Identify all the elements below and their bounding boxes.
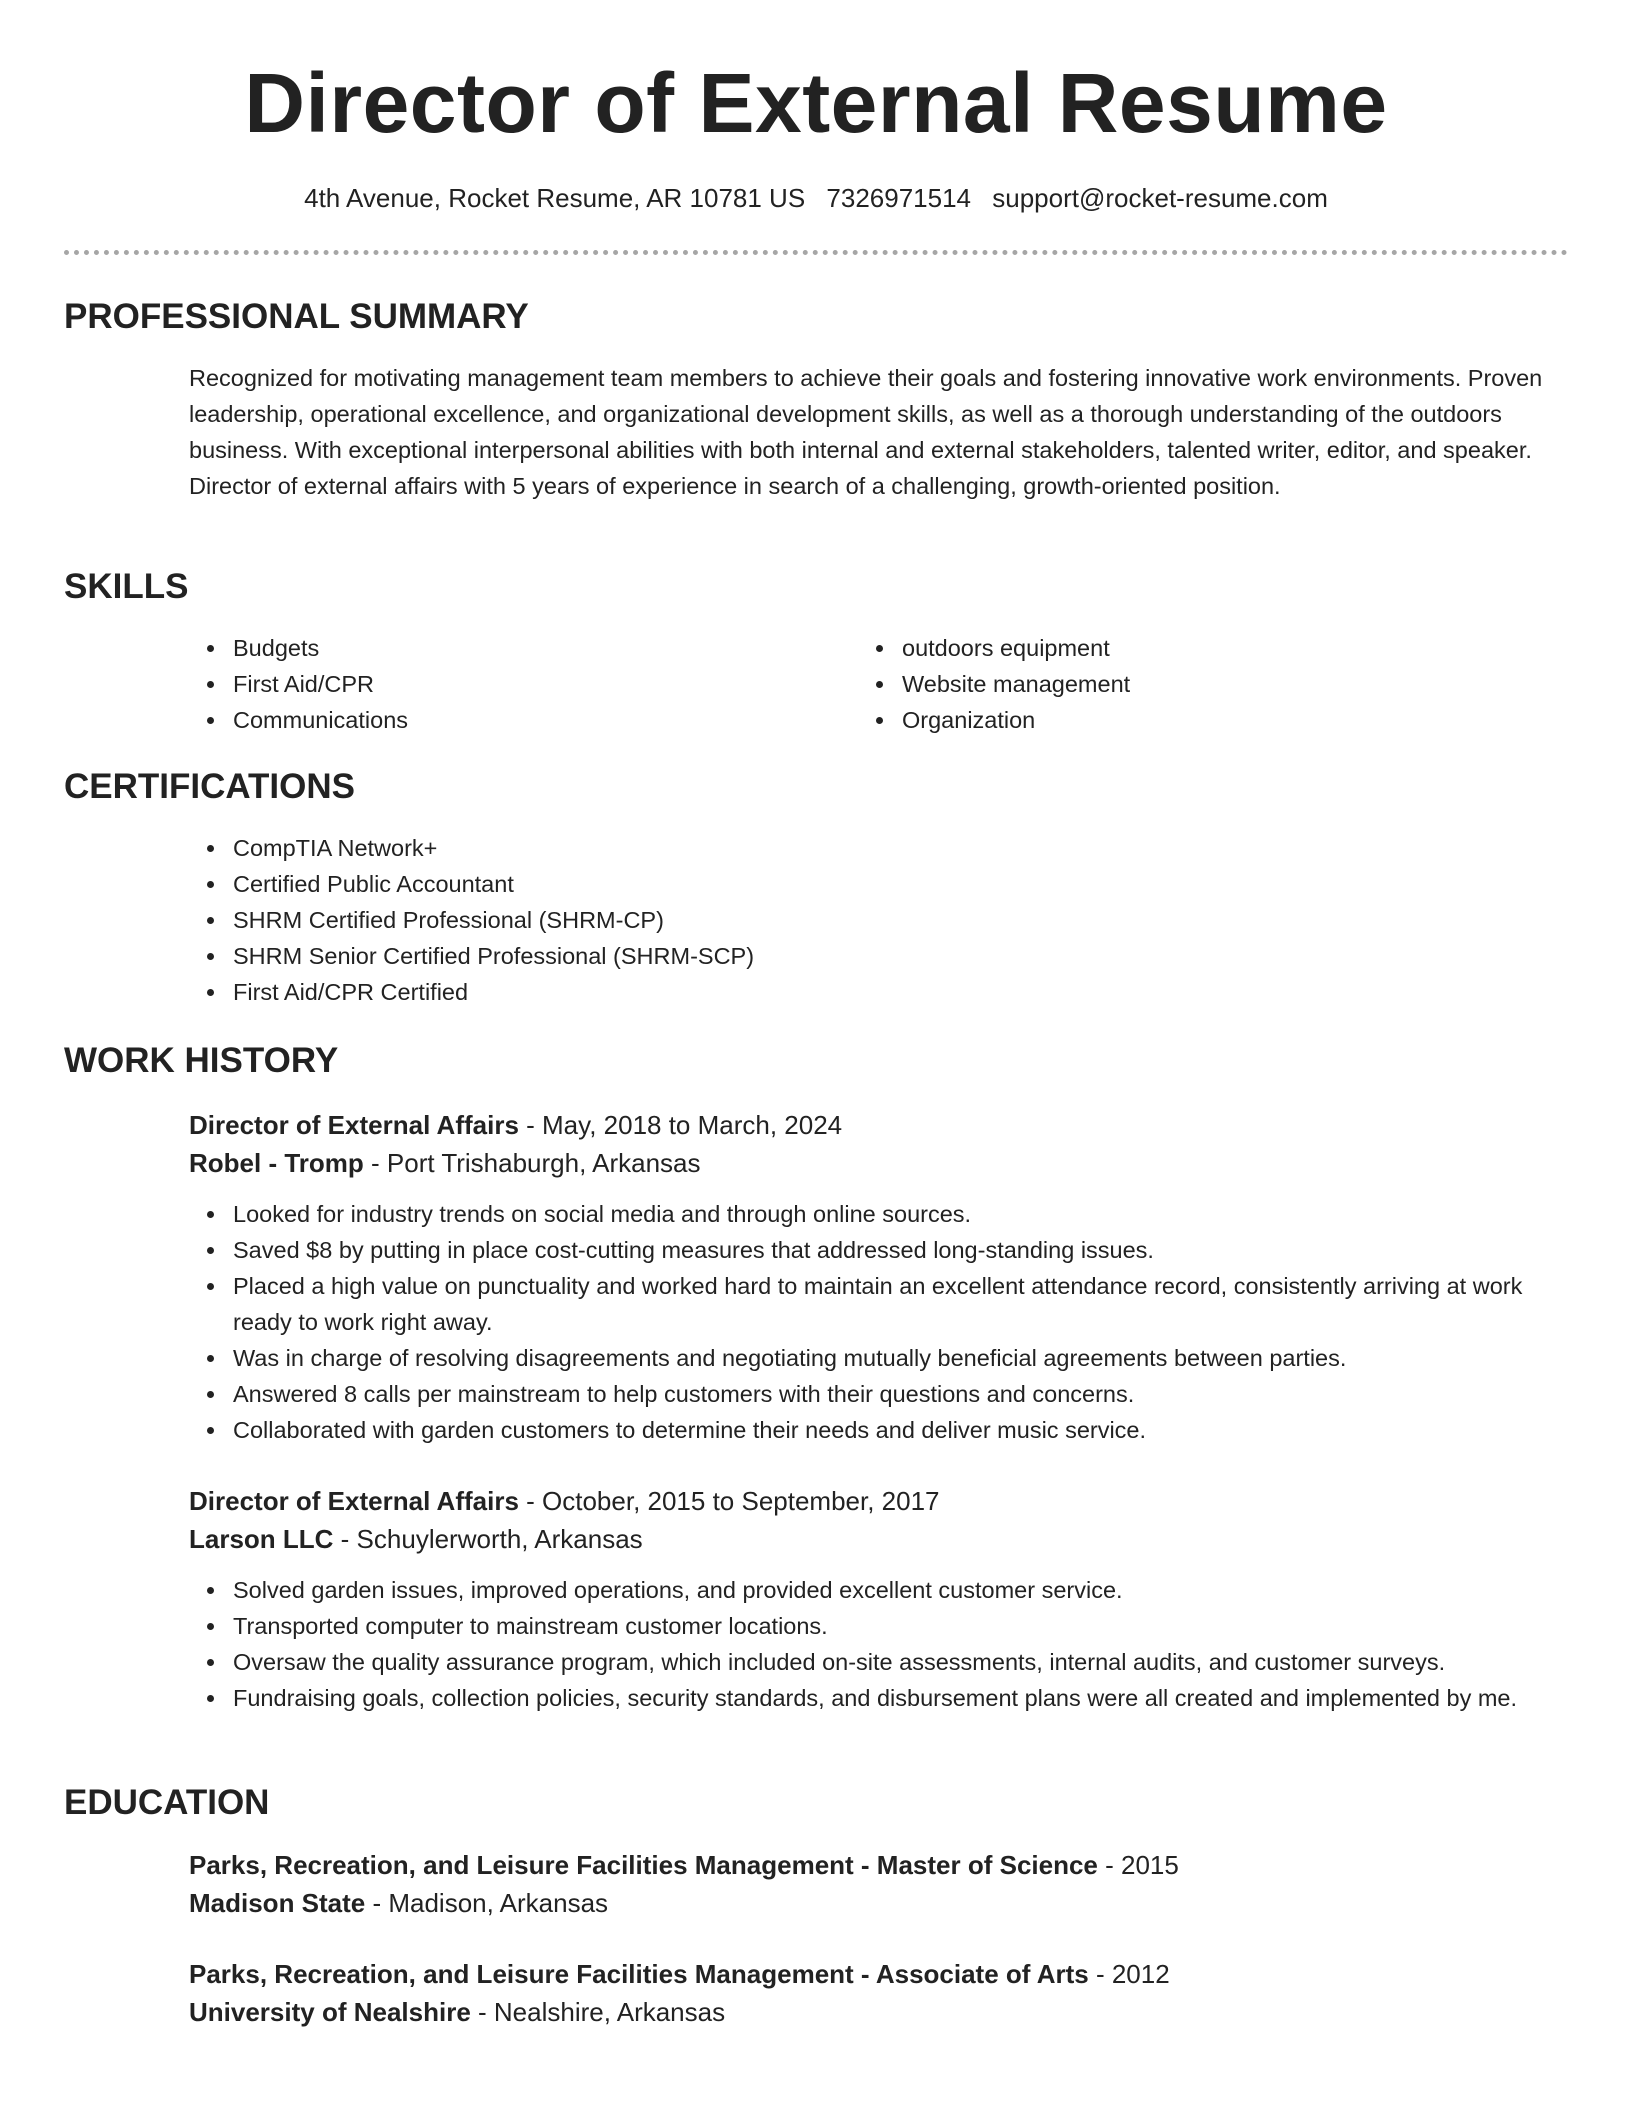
job-duty-item: Transported computer to mainstream customer locations. (189, 1608, 1569, 1644)
summary-section (189, 360, 1569, 504)
education-heading: EDUCATION (64, 1783, 270, 1822)
skills-list-left (189, 630, 859, 738)
degree-year: - 2012 (1088, 1959, 1170, 1989)
skills-list-right (858, 630, 1538, 738)
education-entry-2 (189, 1955, 1569, 2031)
job-role: Director of External Affairs (189, 1110, 519, 1140)
job-entry-1 (189, 1106, 1569, 1448)
job-duty-item: Placed a high value on punctuality and worked hard to maintain an excellent attendance record, consistently arriving at work ready to work right away. (189, 1268, 1569, 1340)
school-line (189, 1884, 1569, 1922)
header-divider (64, 250, 1568, 255)
job-dates: - May, 2018 to March, 2024 (518, 1110, 843, 1140)
skill-item: Website management (858, 666, 1538, 702)
skill-item: First Aid/CPR (189, 666, 859, 702)
spacer (189, 1558, 1569, 1572)
job-duty-item: Was in charge of resolving disagreements and negotiating mutually beneficial agreements between parties. (189, 1340, 1569, 1376)
certification-item: First Aid/CPR Certified (189, 974, 1569, 1010)
skill-item: Communications (189, 702, 859, 738)
job-company: Larson LLC (189, 1524, 334, 1554)
job-entry-2 (189, 1482, 1569, 1716)
degree-year: - 2015 (1097, 1850, 1179, 1880)
school-name: Madison State (189, 1888, 366, 1918)
resume-name: Director of External Resume (244, 56, 1388, 150)
job-role: Director of External Affairs (189, 1486, 519, 1516)
contact-email: support@rocket-resume.com (992, 183, 1328, 213)
job-company-line (189, 1144, 1569, 1182)
job-duties-list (189, 1196, 1569, 1448)
degree-name: Parks, Recreation, and Leisure Facilities Management - Master of Science (189, 1850, 1098, 1880)
job-company: Robel - Tromp (189, 1148, 364, 1178)
degree-line (189, 1955, 1569, 1993)
certification-item: CompTIA Network+ (189, 830, 1569, 866)
job-duty-item: Collaborated with garden customers to determine their needs and deliver music service. (189, 1412, 1569, 1448)
certifications-heading: CERTIFICATIONS (64, 767, 356, 806)
skill-item: outdoors equipment (858, 630, 1538, 666)
skills-heading: SKILLS (64, 567, 189, 606)
job-title-line (189, 1106, 1569, 1144)
degree-line (189, 1846, 1569, 1884)
school-name: University of Nealshire (189, 1997, 471, 2027)
job-duties-list (189, 1572, 1569, 1716)
job-dates: - October, 2015 to September, 2017 (518, 1486, 940, 1516)
degree-name: Parks, Recreation, and Leisure Facilities Management - Associate of Arts (189, 1959, 1089, 1989)
job-company-line (189, 1520, 1569, 1558)
job-duty-item: Answered 8 calls per mainstream to help customers with their questions and concerns. (189, 1376, 1569, 1412)
spacer (189, 1182, 1569, 1196)
school-location: - Nealshire, Arkansas (470, 1997, 726, 2027)
contact-address: 4th Avenue, Rocket Resume, AR 10781 US (304, 183, 806, 213)
job-location: - Schuylerworth, Arkansas (333, 1524, 643, 1554)
job-duty-item: Fundraising goals, collection policies, security standards, and disbursement plans were all created and implemented by me. (189, 1680, 1569, 1716)
contact-line (0, 178, 1632, 218)
school-line (189, 1993, 1569, 2031)
job-duty-item: Looked for industry trends on social media and through online sources. (189, 1196, 1569, 1232)
contact-phone: 7326971514 (826, 183, 972, 213)
summary-heading: PROFESSIONAL SUMMARY (64, 297, 529, 336)
job-title-line (189, 1482, 1569, 1520)
certifications-list (189, 830, 1569, 1010)
summary-text: Recognized for motivating management team members to achieve their goals and fostering innovative work environments. Proven leadership, operational excellence, and organizational development skills, as well as a thorough understanding of the outdoors business. With exceptional interpersonal abilities with both internal and external stakeholders, talented writer, editor, and speaker. Director of external affairs with 5 years of experience in search of a challenging, growth-oriented position. (189, 365, 1543, 499)
skill-item: Organization (858, 702, 1538, 738)
education-entry-1 (189, 1846, 1569, 1922)
job-duty-item: Solved garden issues, improved operations, and provided excellent customer service. (189, 1572, 1569, 1608)
work-history-heading: WORK HISTORY (64, 1041, 339, 1080)
certifications-section (189, 830, 1569, 1010)
job-location: - Port Trishaburgh, Arkansas (363, 1148, 701, 1178)
job-duty-item: Oversaw the quality assurance program, which included on-site assessments, internal audits, and customer surveys. (189, 1644, 1569, 1680)
job-duty-item: Saved $8 by putting in place cost-cutting measures that addressed long-standing issues. (189, 1232, 1569, 1268)
certification-item: SHRM Certified Professional (SHRM-CP) (189, 902, 1569, 938)
school-location: - Madison, Arkansas (365, 1888, 609, 1918)
certification-item: SHRM Senior Certified Professional (SHRM-SCP) (189, 938, 1569, 974)
skill-item: Budgets (189, 630, 859, 666)
certification-item: Certified Public Accountant (189, 866, 1569, 902)
